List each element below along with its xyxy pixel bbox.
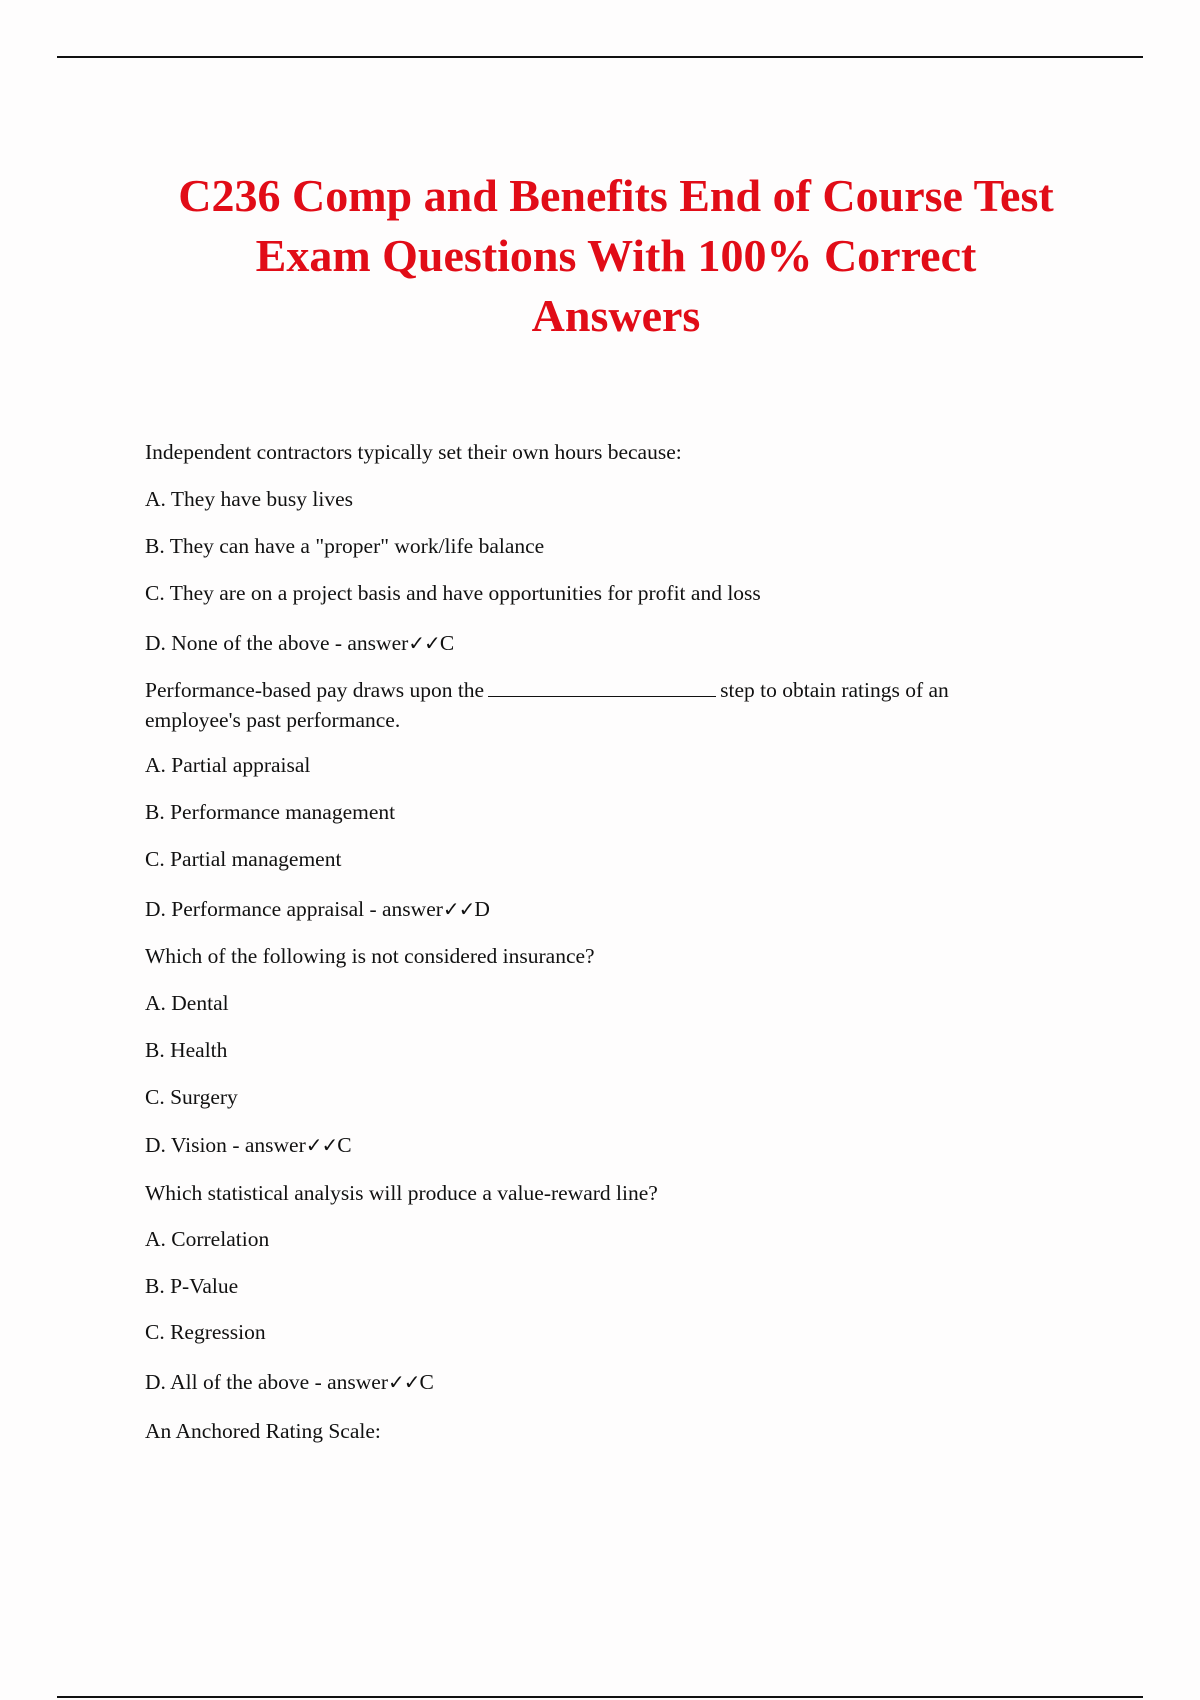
question-1-option-a: A. They have busy lives xyxy=(145,487,353,511)
question-3-option-d-label: D. Vision xyxy=(145,1133,227,1157)
question-1-option-d-label: D. None of the above xyxy=(145,631,330,655)
question-3-option-c: C. Surgery xyxy=(145,1085,238,1109)
question-3-text: Which of the following is not considered insurance? xyxy=(145,944,595,968)
question-5-text: An Anchored Rating Scale: xyxy=(145,1419,381,1443)
question-2-option-d-label: D. Performance appraisal xyxy=(145,897,365,921)
question-4-option-d xyxy=(145,1367,434,1397)
answer-prefix: - answer xyxy=(364,897,443,921)
question-2-option-c: C. Partial management xyxy=(145,847,342,871)
question-2-text-after-blank: step to obtain ratings of an xyxy=(720,678,949,702)
question-3-option-a: A. Dental xyxy=(145,991,229,1015)
double-check-icon: ✓✓ xyxy=(388,1370,420,1394)
question-2-option-b: B. Performance management xyxy=(145,800,396,824)
answer-prefix: - answer xyxy=(226,1133,306,1157)
question-4-option-a: A. Correlation xyxy=(145,1227,270,1251)
question-1-text: Independent contractors typically set their own hours because: xyxy=(145,440,682,464)
question-2-text-continued: employee's past performance. xyxy=(145,708,401,732)
answer-prefix: - answer xyxy=(309,1370,389,1394)
question-4-option-d-label: D. All of the above xyxy=(145,1370,310,1394)
header-rule xyxy=(57,56,1143,58)
footer-rule xyxy=(57,1696,1143,1698)
question-3-option-b: B. Health xyxy=(145,1038,228,1062)
question-1-option-c: C. They are on a project basis and have opportunities for profit and loss xyxy=(145,581,761,605)
title-line-3: Answers xyxy=(531,290,701,341)
title-line-2: Exam Questions With 100% Correct xyxy=(255,230,977,281)
question-1-option-b: B. They can have a "proper" work/life balance xyxy=(145,534,545,558)
double-check-icon: ✓✓ xyxy=(442,897,475,921)
question-1-option-d xyxy=(145,628,454,658)
question-4-text: Which statistical analysis will produce a value-reward line? xyxy=(145,1181,658,1205)
title-line-1: C236 Comp and Benefits End of Course Test xyxy=(178,170,1054,221)
question-2-option-a: A. Partial appraisal xyxy=(145,753,311,777)
document-title xyxy=(130,166,1102,346)
question-3-option-d xyxy=(145,1130,352,1160)
question-2-option-d xyxy=(145,894,490,924)
double-check-icon: ✓✓ xyxy=(305,1133,338,1157)
fill-in-blank xyxy=(488,678,716,697)
question-2-text-before-blank: Performance-based pay draws upon the xyxy=(145,678,485,702)
question-4-answer: C xyxy=(419,1370,434,1394)
double-check-icon: ✓✓ xyxy=(408,631,440,655)
question-4-option-c: C. Regression xyxy=(145,1320,266,1344)
question-3-answer: C xyxy=(337,1133,352,1157)
answer-prefix: - answer xyxy=(329,631,409,655)
question-2-text xyxy=(145,675,949,705)
question-2-answer: D xyxy=(474,897,490,921)
question-1-answer: C xyxy=(439,631,455,655)
question-4-option-b: B. P-Value xyxy=(145,1274,239,1298)
